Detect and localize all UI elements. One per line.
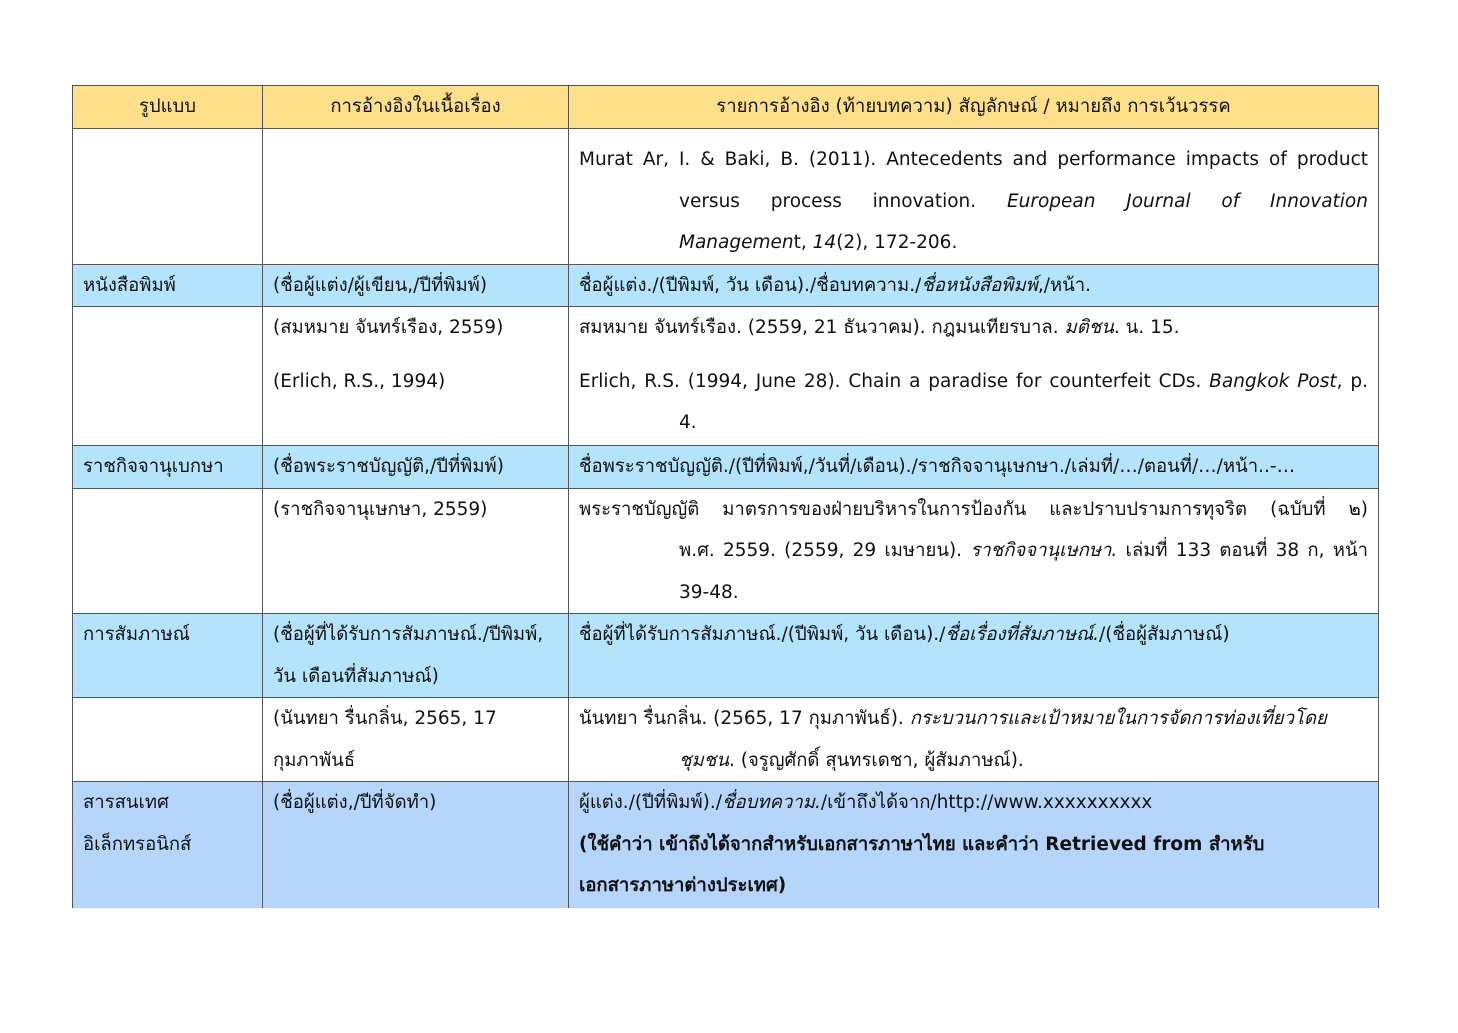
format-label: สารสนเทศ อิเล็กทรอนิกส์ xyxy=(73,782,263,909)
table-row xyxy=(73,488,1379,614)
in-text-format: (ชื่อผู้แต่ง/ผู้เขียน,/ปีที่พิมพ์) xyxy=(263,264,569,307)
header-in-text-citation: การอ้างอิงในเนื้อเรื่อง xyxy=(263,86,569,129)
in-text-example: (นันทยา รื่นกลิ่น, 2565, 17 กุมภาพันธ์ xyxy=(263,698,569,782)
table-row-electronic xyxy=(73,782,1379,909)
table-row-gazette xyxy=(73,446,1379,489)
table-row-interview xyxy=(73,614,1379,698)
reference-format: ชื่อพระราชบัญญัติ./(ปีที่พิมพ์,/วันที่/เดือน)./ราชกิจจานุเษกษา./เล่มที่/…/ตอนที่/…/หน้า..-… xyxy=(569,446,1379,489)
reference-format: ชื่อผู้ที่ได้รับการสัมภาษณ์./(ปีพิมพ์, วัน เดือน)./ชื่อเรื่องที่สัมภาษณ์./(ชื่อผู้สัมภาษณ์) xyxy=(569,614,1379,698)
reference-format: ผู้แต่ง./(ปีที่พิมพ์)./ชื่อบทความ./เข้าถึงได้จาก/http://www.xxxxxxxxxx (ใช้คำว่า เข้าถึงได้จากสำหรับเอกสารภาษาไทย และคำว่า Retrieved from สำหรับเอกสารภาษาต่างประเทศ) xyxy=(569,782,1379,909)
format-label: การสัมภาษณ์ xyxy=(73,614,263,698)
reference-examples: สมหมาย จันทร์เรือง. (2559, 21 ธันวาคม). กฎมนเทียรบาล. มติชน. น. 15. Erlich, R.S. (1994, June 28). Chain a paradise for counterfeit CDs. Bangkok Post, p. 4. xyxy=(569,307,1379,446)
table-header-row xyxy=(73,86,1379,129)
format-label: หนังสือพิมพ์ xyxy=(73,264,263,307)
reference-format: ชื่อผู้แต่ง./(ปีพิมพ์, วัน เดือน)./ชื่อบทความ./ชื่อหนังสือพิมพ์,/หน้า. xyxy=(569,264,1379,307)
table-row xyxy=(73,129,1379,265)
header-format: รูปแบบ xyxy=(73,86,263,129)
in-text-format: (ชื่อผู้ที่ได้รับการสัมภาษณ์./ปีพิมพ์, วัน เดือนที่สัมภาษณ์) xyxy=(263,614,569,698)
table-row-newspaper xyxy=(73,264,1379,307)
table-row xyxy=(73,698,1379,782)
in-text-format: (ชื่อพระราชบัญญัติ,/ปีที่พิมพ์) xyxy=(263,446,569,489)
reference-example: พระราชบัญญัติ มาตรการของฝ่ายบริหารในการป้องกัน และปราบปรามการทุจริต (ฉบับที่ ๒) พ.ศ. 2559. (2559, 29 เมษายน). ราชกิจจานุเษกษา. เล่มที่ 133 ตอนที่ 38 ก, หน้า 39-48. xyxy=(569,488,1379,614)
in-text-examples: (สมหมาย จันทร์เรือง, 2559) (Erlich, R.S., 1994) xyxy=(263,307,569,446)
table-row xyxy=(73,307,1379,446)
in-text-example: (ราชกิจจานุเษกษา, 2559) xyxy=(263,488,569,614)
in-text-format: (ชื่อผู้แต่ง,/ปีที่จัดทำ) xyxy=(263,782,569,909)
reference-example: นันทยา รื่นกลิ่น. (2565, 17 กุมภาพันธ์). กระบวนการและเป้าหมายในการจัดการท่องเที่ยวโดย ชุมชน. (จรูญศักดิ์ สุนทรเดชา, ผู้สัมภาษณ์). xyxy=(569,698,1379,782)
header-reference-list: รายการอ้างอิง (ท้ายบทความ) สัญลักษณ์ / หมายถึง การเว้นวรรค xyxy=(569,86,1379,129)
reference-journal-example: Murat Ar, I. & Baki, B. (2011). Antecedents and performance impacts of product versus process innovation. European Journal of Innovation Management, 14(2), 172-206. xyxy=(569,129,1379,265)
format-label: ราชกิจจานุเบกษา xyxy=(73,446,263,489)
citation-format-table xyxy=(72,85,1379,908)
